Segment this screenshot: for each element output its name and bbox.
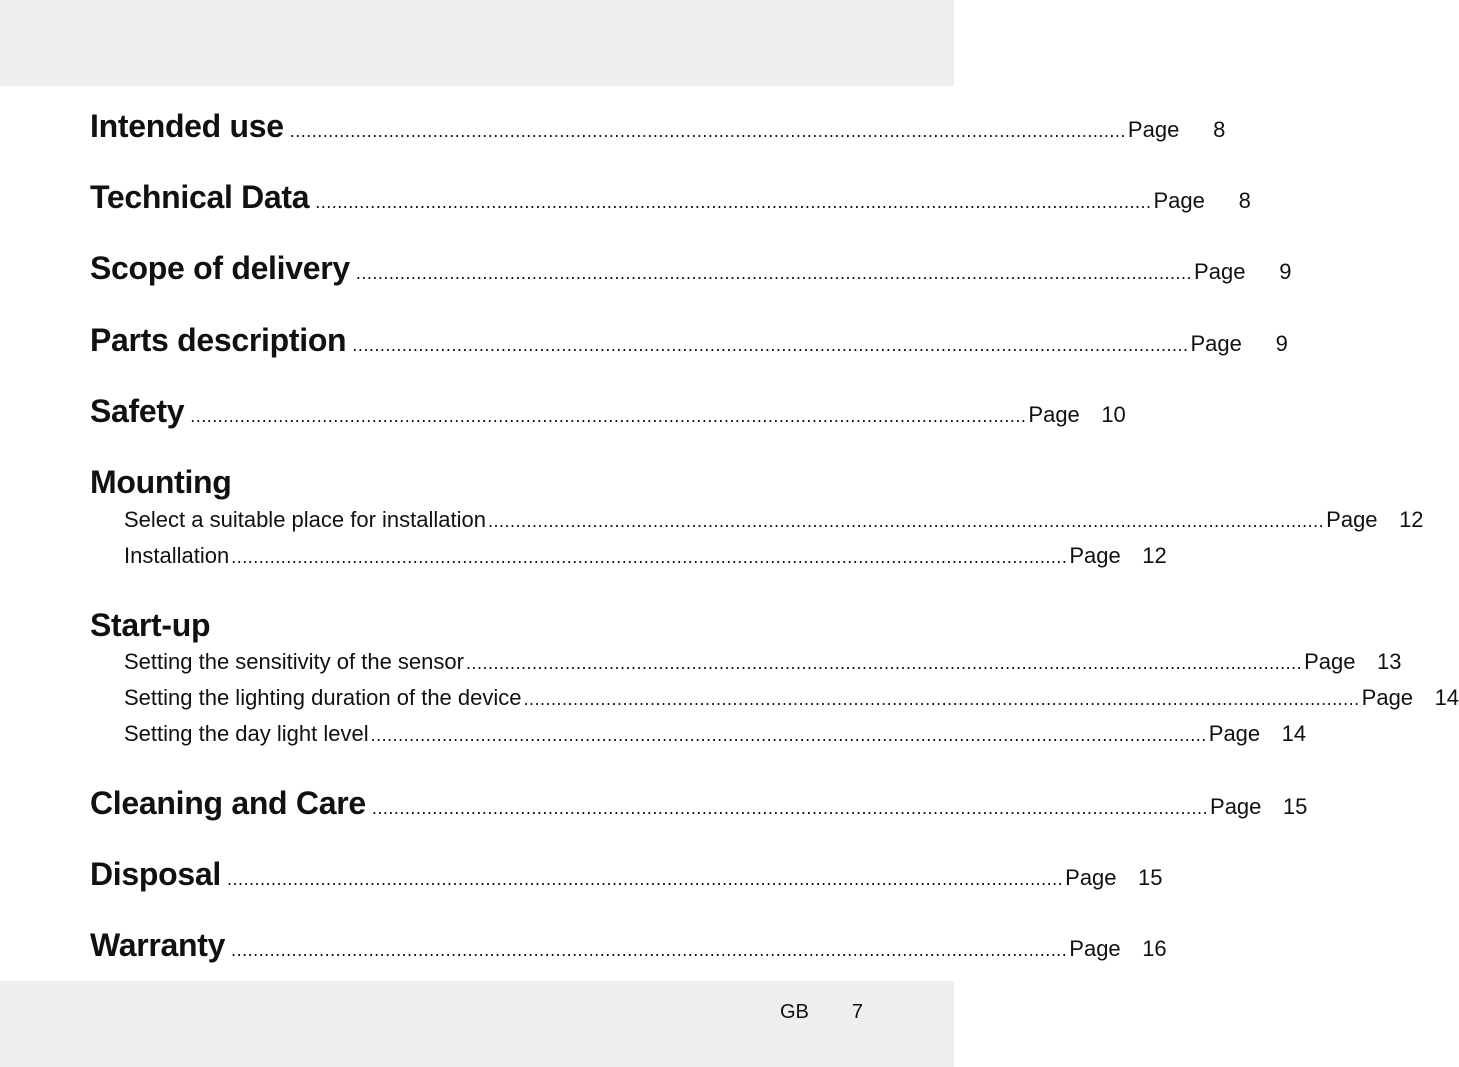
page-label: Page — [1069, 543, 1121, 568]
toc-entry-title: Disposal — [90, 856, 221, 892]
section-heading-mounting: Mounting — [90, 464, 232, 500]
dot-leader: ........................................................................................................................................................ — [523, 689, 1360, 709]
toc-subentry-lighting-duration[interactable] — [124, 685, 1459, 711]
dot-leader: ........................................................................................................................................................ — [231, 940, 1068, 960]
dot-leader: ........................................................................................................................................................ — [355, 263, 1193, 283]
page-number: 15 — [1138, 865, 1163, 890]
toc-entry-cleaning-and-care[interactable] — [90, 785, 1308, 821]
page-footer — [780, 1001, 863, 1024]
dot-leader: ........................................................................................................................................................ — [465, 653, 1303, 673]
section-heading-start-up: Start-up — [90, 607, 211, 643]
toc-entry-title: Technical Data — [90, 179, 310, 215]
toc-subentry-title: Setting the sensitivity of the sensor — [124, 649, 464, 674]
toc-subentry-title: Select a suitable place for installation — [124, 507, 486, 532]
page-number: 12 — [1142, 543, 1167, 568]
toc-entry-intended-use[interactable] — [90, 108, 1226, 144]
page-number: 14 — [1434, 685, 1459, 710]
page-number: 16 — [1142, 936, 1167, 961]
bottom-band — [0, 981, 954, 1067]
dot-leader: ........................................................................................................................................................ — [289, 121, 1126, 141]
page-label: Page — [1190, 331, 1242, 356]
dot-leader: ........................................................................................................................................................ — [190, 406, 1027, 426]
page-label: Page — [1153, 188, 1205, 213]
dot-leader: ........................................................................................................................................................ — [371, 798, 1209, 818]
toc-subentry-day-light-level[interactable] — [124, 721, 1307, 747]
toc-subentry-title: Setting the lighting duration of the device — [124, 685, 522, 710]
toc-entry-disposal[interactable] — [90, 856, 1163, 892]
page-number: 10 — [1101, 402, 1126, 427]
page-number: 9 — [1279, 259, 1292, 284]
toc-subentry-title: Setting the day light level — [124, 721, 369, 746]
page-number: 15 — [1282, 794, 1308, 819]
toc-subentry-sensitivity[interactable] — [124, 649, 1402, 675]
toc-entry-safety[interactable] — [90, 393, 1126, 429]
page-number: 13 — [1377, 649, 1402, 674]
page-label: Page — [1194, 259, 1246, 284]
dot-leader: ........................................................................................................................................................ — [231, 547, 1068, 567]
top-band — [0, 0, 954, 86]
page-label: Page — [1069, 936, 1121, 961]
page-label: Page — [1326, 507, 1378, 532]
page-label: Page — [1361, 685, 1414, 710]
page-label: Page — [1127, 117, 1180, 142]
page-number: 9 — [1275, 331, 1288, 356]
dot-leader: ........................................................................................................................................................ — [315, 192, 1152, 212]
page-number: 12 — [1399, 507, 1424, 532]
page-number: 14 — [1281, 721, 1307, 746]
toc-entry-title: Scope of delivery — [90, 250, 350, 286]
toc-entry-title: Parts description — [90, 322, 347, 358]
page-label: Page — [1065, 865, 1117, 890]
toc-subentry-title: Installation — [124, 543, 230, 568]
toc-entry-scope-of-delivery[interactable] — [90, 250, 1292, 286]
dot-leader: ........................................................................................................................................................ — [370, 725, 1207, 745]
toc-entry-warranty[interactable] — [90, 927, 1167, 963]
dot-leader: ........................................................................................................................................................ — [488, 511, 1325, 531]
footer-page-number: 7 — [851, 1001, 863, 1023]
page-label: Page — [1028, 402, 1080, 427]
dot-leader: ........................................................................................................................................................ — [352, 335, 1189, 355]
toc-entry-title: Cleaning and Care — [90, 785, 366, 821]
toc-entry-technical-data[interactable] — [90, 179, 1251, 215]
dot-leader: ........................................................................................................................................................ — [226, 869, 1064, 889]
toc-subentry-select-place[interactable] — [124, 507, 1424, 533]
toc-entry-title: Warranty — [90, 927, 226, 963]
page-label: Page — [1304, 649, 1356, 674]
toc-subentry-installation[interactable] — [124, 543, 1167, 569]
footer-language: GB — [780, 1001, 809, 1023]
page-label: Page — [1208, 721, 1261, 746]
toc-entry-title: Safety — [90, 393, 185, 429]
page-label: Page — [1210, 794, 1262, 819]
page-number: 8 — [1213, 117, 1226, 142]
page-number: 8 — [1238, 188, 1251, 213]
toc-entry-parts-description[interactable] — [90, 322, 1288, 358]
toc-entry-title: Intended use — [90, 108, 284, 144]
